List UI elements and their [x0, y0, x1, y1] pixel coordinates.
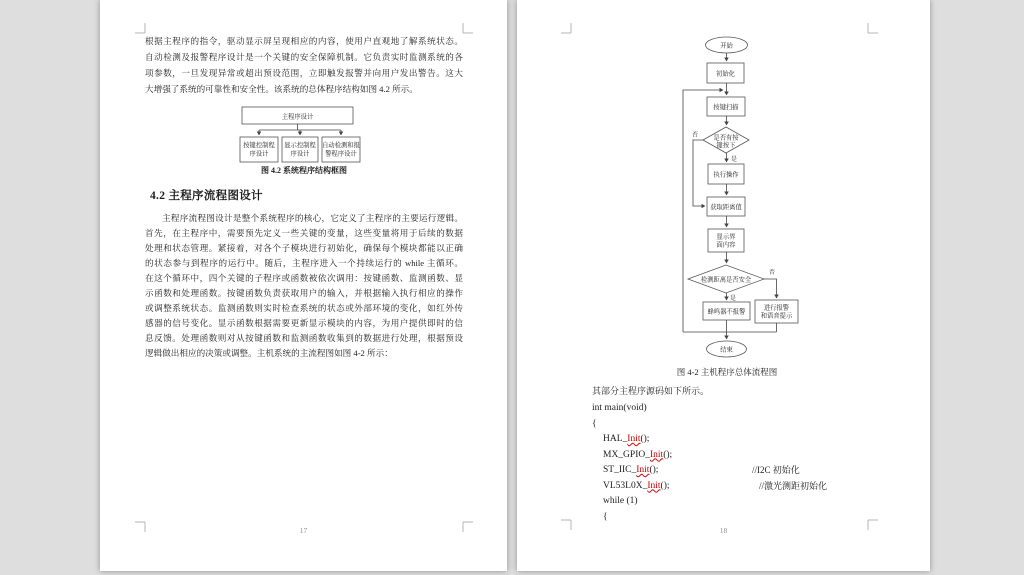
code-line — [592, 463, 922, 479]
code-text: while (1) — [603, 496, 638, 506]
text-line: 主程序流程图设计是整个系统程序的核心，它定义了主程序的主要运行逻辑。 — [162, 213, 463, 223]
code-text: VL53L0X_ — [603, 480, 648, 491]
code-line — [592, 448, 922, 464]
code-text: (); — [660, 480, 670, 491]
code-text: MX_GPIO_ — [603, 449, 650, 460]
margin-corner-mark — [463, 23, 473, 33]
page-number-18: 18 — [719, 526, 728, 535]
text-line: 在这个循环中，四个关键的子程序或函数被依次调用：按键函数、监测函数、显 — [145, 273, 463, 283]
text-line: 逻辑做出相应的决策或调整。主机系统的主流程图如图 4-2 所示： — [145, 348, 393, 358]
flow-decision-safety-label: 检测距离是否安全 — [700, 276, 752, 284]
document-page-18 — [517, 0, 930, 571]
flow-getdistance-label: 获取距离值 — [710, 204, 742, 211]
flow-end-label: 结束 — [720, 346, 733, 354]
text-line: 示函数和处理函数。按键函数负责获取用户的输入，并根据输入执行相应的操作 — [145, 288, 463, 298]
flow-merge-line — [683, 320, 777, 332]
text-line: 感器的信号变化。显示函数根据需要更新显示模块的内容，为用户提供即时的信 — [145, 318, 463, 328]
flow-keyscan-box — [707, 97, 745, 116]
text-line: 自动检测及报警程序设计是一个关键的安全保障机制。它负责实时监测系统的各 — [145, 52, 463, 62]
text-line: 的状态参与到程序的运行中。随后，主程序进入一个持续运行的 while 主循环。 — [145, 258, 463, 268]
flow-decision-keypress-label: 键按下 — [716, 142, 736, 149]
diagram-child-box-1 — [240, 137, 278, 162]
text-line: 息反馈。处理函数则对从按键函数和监测函数收集到的数据进行处理，根据预设 — [145, 333, 463, 343]
spellcheck-flagged-text: Init — [649, 449, 664, 460]
text-line: 首先，在主程序中，需要预先定义一些关键的变量，这些变量将用于后续的数据 — [145, 228, 463, 238]
text-line: 根据主程序的指令，驱动显示屏呈现相应的内容，使用户直观地了解系统状态。 — [145, 36, 463, 46]
flow-alarm-box — [755, 300, 798, 323]
flow-init-label: 初始化 — [716, 70, 735, 78]
document-page-17 — [100, 0, 507, 571]
source-code-block — [592, 401, 922, 525]
flow-decision-safety — [688, 265, 764, 293]
diagram-child-3-label: 自动检测和报 — [322, 142, 360, 149]
flow-alarm-label: 进行报警 — [763, 304, 790, 312]
text-line: 或调整系统状态。监测函数则实时检查系统的状态或外部环境的变化，如红外传 — [145, 303, 463, 313]
flow-no-branch-line — [693, 140, 705, 206]
flow-label-yes: 是 — [731, 157, 738, 163]
diagram-connector — [259, 124, 341, 130]
flow-decision-keypress — [703, 127, 749, 153]
flow-display-box — [708, 229, 744, 252]
figure-caption-4-2-structure: 图 4.2 系统程序结构框图 — [261, 166, 347, 175]
flow-keyscan-label: 按键扫描 — [713, 104, 739, 111]
flow-execute-label: 执行操作 — [713, 171, 739, 179]
spellcheck-flagged-text: Init — [647, 480, 661, 491]
diagram-child-1-label: 按键控制程 — [243, 142, 275, 149]
diagram-root-box — [242, 107, 353, 124]
code-line — [592, 510, 922, 526]
diagram-child-2-label: 序设计 — [290, 150, 310, 158]
paragraph-1 — [145, 33, 463, 97]
code-line — [592, 494, 922, 510]
code-text: (); — [663, 449, 673, 460]
code-intro-text: 其部分主程序源码如下所示。 — [592, 386, 710, 396]
code-text: { — [592, 418, 597, 429]
flow-end-terminator — [707, 341, 747, 357]
code-text: int main(void) — [592, 403, 647, 413]
text-line: 大增强了系统的可靠性和安全性。该系统的总体程序结构如图 4.2 所示。 — [145, 84, 418, 94]
paragraph-2 — [145, 211, 463, 361]
code-comment: //I2C 初始化 — [752, 465, 800, 475]
code-line — [592, 417, 922, 433]
margin-corner-mark — [135, 23, 145, 33]
code-line — [592, 432, 922, 448]
flow-display-label: 面内容 — [716, 241, 736, 249]
text-line: 项参数，一旦发现异常或超出预设范围，立即触发报警并向用户发出警告。这大 — [145, 68, 463, 78]
spellcheck-flagged-text: Init — [627, 434, 641, 444]
diagram-child-3-label: 警程序设计 — [325, 150, 357, 158]
code-text: (); — [649, 465, 659, 475]
flow-display-label: 显示界 — [716, 233, 736, 241]
margin-corner-mark — [561, 23, 571, 33]
flow-init-box — [707, 63, 744, 83]
flow-execute-box — [708, 164, 744, 184]
code-text: ST_IIC_ — [603, 465, 637, 475]
flow-no-branch-line — [764, 279, 777, 298]
code-line — [592, 479, 922, 495]
flow-alarm-label: 和语音提示 — [760, 312, 793, 320]
flow-label-no: 否 — [769, 270, 776, 276]
diagram-child-box-3 — [322, 137, 360, 162]
code-text: { — [603, 511, 608, 522]
flow-start-terminator — [706, 37, 748, 53]
flow-label-yes: 是 — [730, 296, 737, 302]
margin-corner-mark — [868, 23, 878, 33]
code-line — [592, 401, 922, 417]
diagram-child-2-label: 显示控制程 — [284, 142, 316, 149]
figure-caption-4-2-flowchart: 图 4-2 主机程序总体流程图 — [676, 367, 778, 377]
flow-noalarm-label: 蜂鸣器不报警 — [707, 308, 746, 316]
flow-label-no: 否 — [691, 132, 699, 139]
flow-start-label: 开始 — [720, 42, 733, 50]
code-text: (); — [640, 434, 650, 444]
code-comment: //激光测距初始化 — [759, 480, 828, 491]
flow-noalarm-box — [703, 302, 750, 320]
diagram-child-1-label: 序设计 — [249, 150, 269, 158]
section-heading-4-2: 4.2 主程序流程图设计 — [150, 190, 263, 202]
flow-loopback-line — [683, 90, 723, 332]
flow-getdistance-box — [707, 197, 745, 216]
code-text: HAL_ — [603, 434, 628, 444]
flow-decision-keypress-label: 是否有按 — [713, 134, 739, 142]
diagram-child-box-2 — [282, 137, 318, 162]
text-line: 处理和状态管理。紧接着，对各个子模块进行初始化，确保每个模块都能以正确 — [145, 243, 463, 253]
spellcheck-flagged-text: Init — [636, 465, 650, 475]
diagram-root-label: 主程序设计 — [281, 113, 314, 121]
page-number-17: 17 — [299, 526, 308, 535]
